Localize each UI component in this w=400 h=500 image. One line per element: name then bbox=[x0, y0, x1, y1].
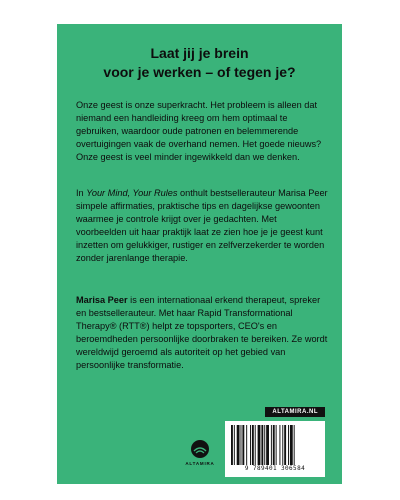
publisher-logo-text: ALTAMIRA bbox=[185, 461, 215, 466]
barcode-bar bbox=[246, 425, 247, 465]
barcode-bar bbox=[242, 425, 244, 465]
barcode-bar bbox=[266, 425, 269, 465]
barcode-bar bbox=[282, 425, 283, 465]
barcode-bar bbox=[252, 425, 254, 465]
blurb-paragraph-1: Onze geest is onze superkracht. Het probleem is alleen dat niemand een handleiding kreeg om hem optimaal te gebruiken, waardoor oude patronen en belemmerende overtuigingen vaak de overhand nemen. Het goede nieuws? Onze geest is veel minder ingewikkeld dan we denken. bbox=[76, 100, 322, 162]
headline bbox=[57, 44, 342, 82]
barcode-bar bbox=[261, 425, 263, 465]
barcode-bar bbox=[255, 425, 256, 465]
book-title: Your Mind, Your Rules bbox=[86, 188, 178, 198]
author-bio bbox=[76, 294, 328, 372]
barcode-bars bbox=[230, 425, 320, 465]
barcode-bar bbox=[271, 425, 272, 465]
barcode-bar bbox=[264, 425, 265, 465]
barcode-bar bbox=[241, 425, 242, 465]
barcode-bar bbox=[237, 425, 240, 465]
barcode-bar bbox=[290, 425, 293, 465]
blurb-body: onthult bestsellerauteur Marisa Peer simpele affirmaties, praktische tips en dagelijkse gewoonten waarmee je controle krijgt over je gedachten. Met voorbeelden uit haar praktijk laat ze zien hoe je je geest kunt inzetten om gelukkiger, rustiger en zelfverzekerder te worden zonder jarenlange therapie. bbox=[76, 188, 328, 263]
barcode bbox=[225, 421, 325, 477]
barcode-bar bbox=[250, 425, 251, 465]
barcode-bar bbox=[279, 425, 280, 465]
barcode-bar bbox=[276, 425, 277, 465]
barcode-bar bbox=[294, 425, 295, 465]
book-back-cover bbox=[57, 24, 342, 484]
blurb-paragraph-2 bbox=[76, 187, 328, 265]
barcode-bar bbox=[258, 425, 261, 465]
blurb-intro: In bbox=[76, 188, 87, 198]
barcode-bar bbox=[273, 425, 275, 465]
altamira-logo-icon bbox=[190, 439, 210, 459]
headline-line-1: Laat jij je brein bbox=[150, 45, 249, 61]
author-name: Marisa Peer bbox=[76, 295, 128, 305]
author-bio-text: is een internationaal erkend therapeut, spreker en bestsellerauteur. Met haar Rapid Transformational Therapy® (RTT®) helpt ze topsporters, CEO's en beroemdheden persoonlijke doorbraken te bereiken. Ze wordt wereldwijd geroemd als autoriteit op het gebied van persoonlijke transformatie. bbox=[76, 295, 328, 370]
barcode-bar bbox=[234, 425, 235, 465]
barcode-bar bbox=[231, 425, 233, 465]
barcode-bar bbox=[288, 425, 289, 465]
barcode-bar bbox=[284, 425, 286, 465]
publisher-website: ALTAMIRA.NL bbox=[265, 407, 325, 417]
isbn-number: 9 789401 306584 bbox=[244, 465, 306, 472]
headline-line-2: voor je werken – of tegen je? bbox=[103, 64, 296, 80]
